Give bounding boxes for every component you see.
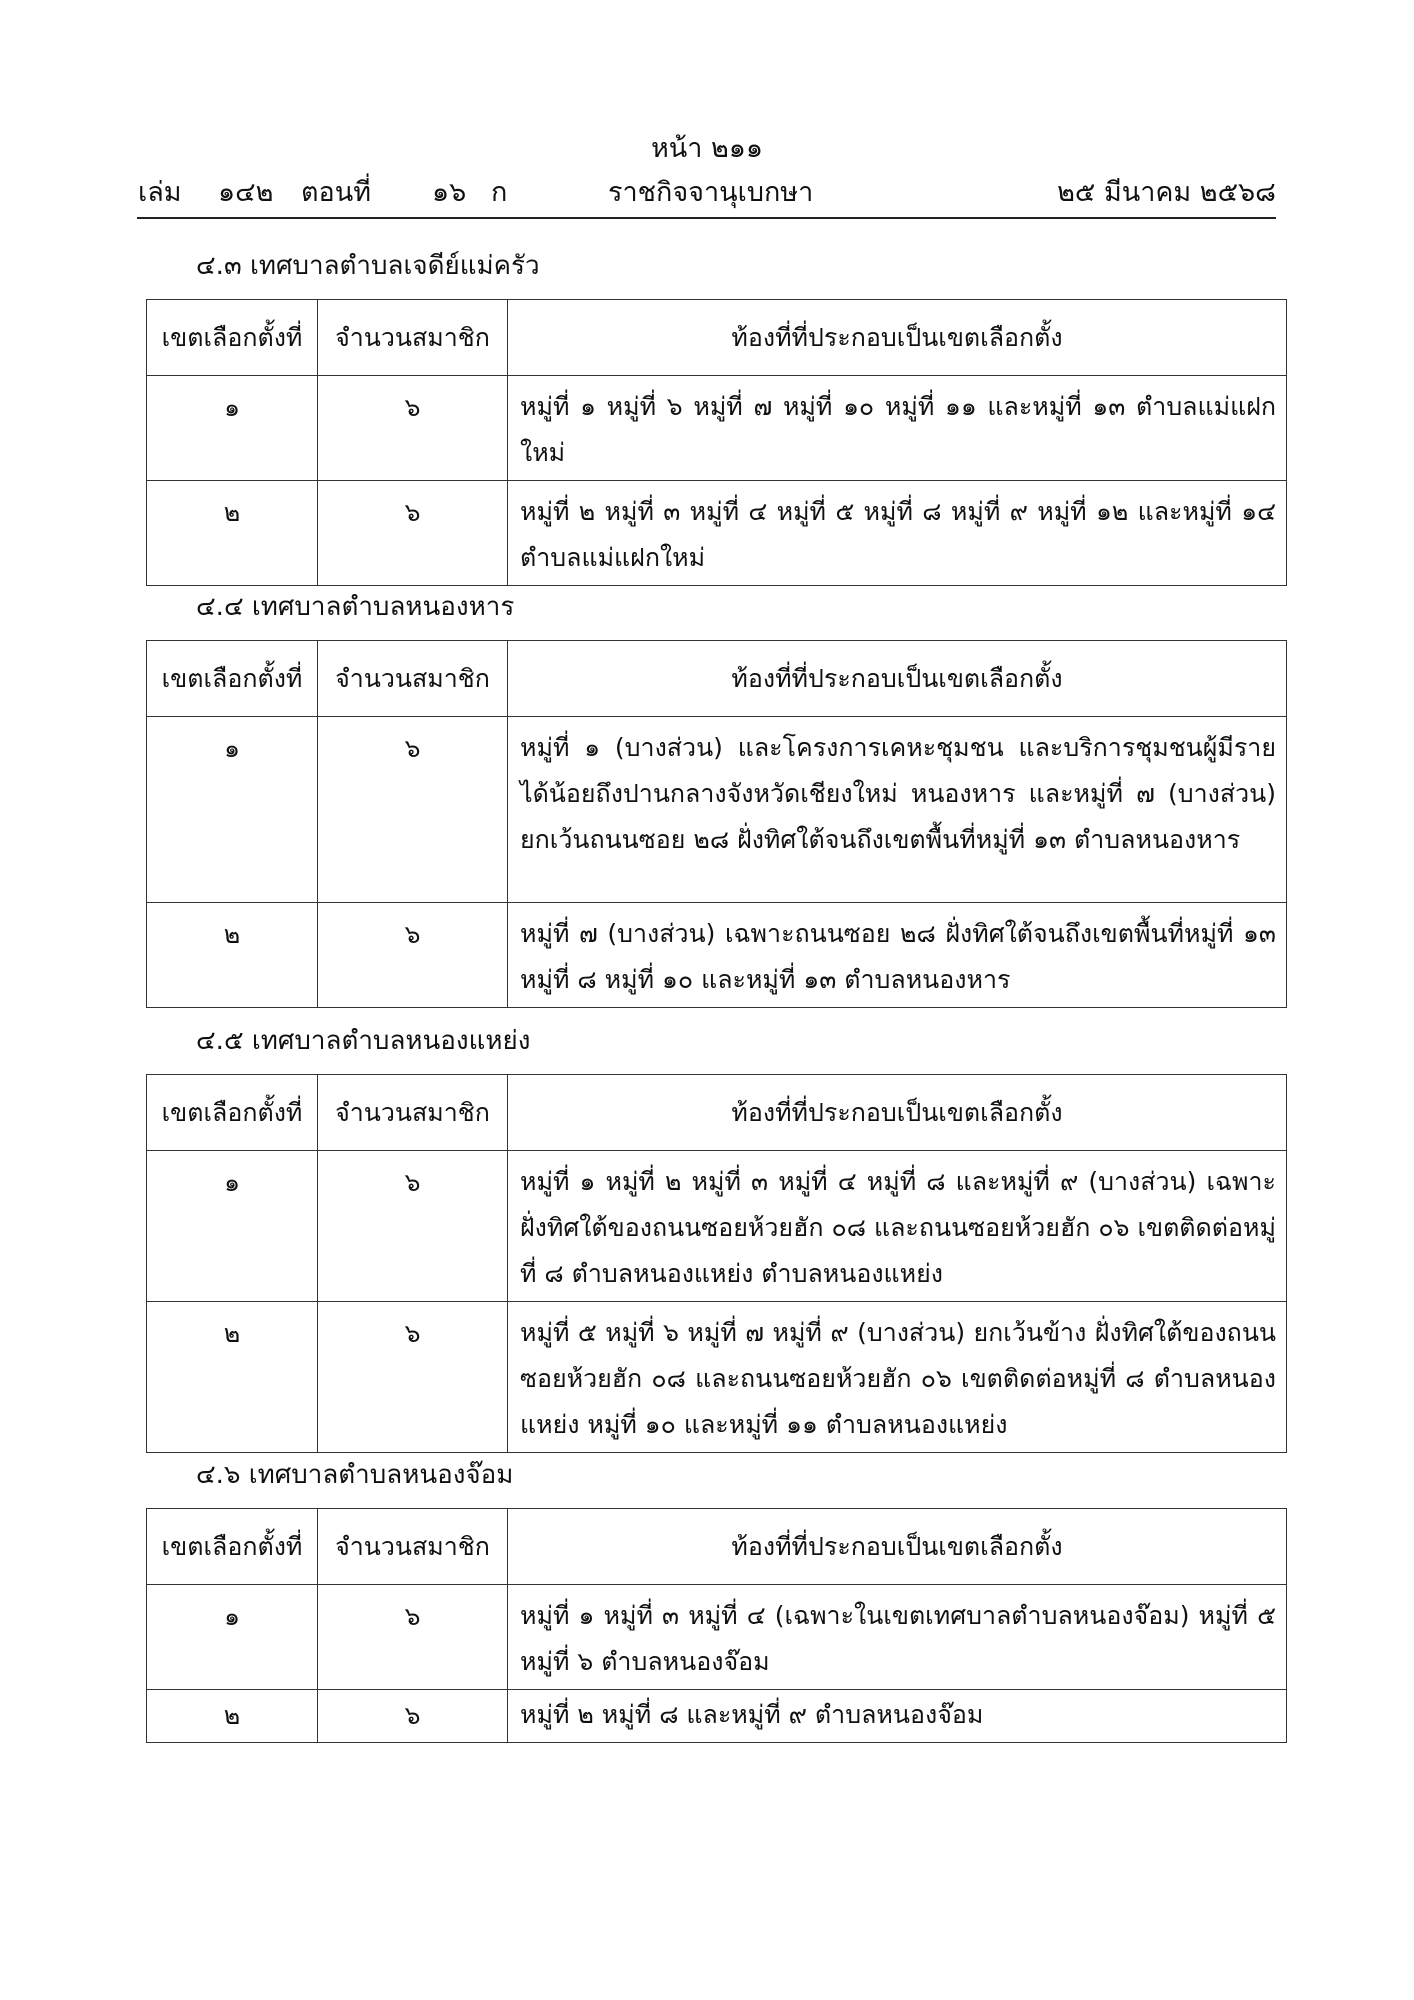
publication-date: ๒๕ มีนาคม ๒๕๖๘ (1057, 177, 1276, 208)
header-members: จำนวนสมาชิก (318, 641, 508, 717)
table-row (147, 1302, 1287, 1453)
area-description: หมู่ที่ ๗ (บางส่วน) เฉพาะถนนซอย ๒๘ ฝั่งทิศใต้จนถึงเขตพื้นที่หมู่ที่ ๑๓ หมู่ที่ ๘ หมู่ที่ ๑๐ และหมู่ที่ ๑๓ ตำบลหนองหาร (508, 903, 1287, 1008)
table-row (147, 481, 1287, 586)
member-count: ๖ (318, 1690, 508, 1743)
area-description: หมู่ที่ ๒ หมู่ที่ ๓ หมู่ที่ ๔ หมู่ที่ ๕ หมู่ที่ ๘ หมู่ที่ ๙ หมู่ที่ ๑๒ และหมู่ที่ ๑๔ ตำบลแม่แฝกใหม่ (508, 481, 1287, 586)
zone-number: ๑ (147, 1151, 318, 1302)
table-row (147, 1585, 1287, 1690)
member-count: ๖ (318, 903, 508, 1008)
section-title: ๔.๖ เทศบาลตำบลหนองจ๊อม (196, 1460, 514, 1490)
zone-table (146, 1508, 1287, 1743)
table-header-row (147, 300, 1287, 376)
part-label: ตอนที่ (301, 177, 372, 208)
header-area: ท้องที่ที่ประกอบเป็นเขตเลือกตั้ง (508, 1509, 1287, 1585)
area-description: หมู่ที่ ๒ หมู่ที่ ๘ และหมู่ที่ ๙ ตำบลหนองจ๊อม (508, 1690, 1287, 1743)
gazette-name: ราชกิจจานุเบกษา (608, 177, 814, 208)
section-letter: ก (491, 177, 508, 208)
header-zone: เขตเลือกตั้งที่ (147, 1075, 318, 1151)
area-description: หมู่ที่ ๑ หมู่ที่ ๓ หมู่ที่ ๔ (เฉพาะในเขตเทศบาลตำบลหนองจ๊อม) หมู่ที่ ๕ หมู่ที่ ๖ ตำบลหนองจ๊อม (508, 1585, 1287, 1690)
member-count: ๖ (318, 717, 508, 903)
member-count: ๖ (318, 1585, 508, 1690)
part-number: ๑๖ (432, 177, 467, 208)
section-title: ๔.๓ เทศบาลตำบลเจดีย์แม่ครัว (196, 251, 540, 281)
zone-number: ๒ (147, 903, 318, 1008)
header-zone: เขตเลือกตั้งที่ (147, 1509, 318, 1585)
gazette-header (138, 174, 1276, 212)
header-zone: เขตเลือกตั้งที่ (147, 641, 318, 717)
zone-number: ๒ (147, 1690, 318, 1743)
zone-table (146, 1074, 1287, 1453)
table-row (147, 1151, 1287, 1302)
area-description: หมู่ที่ ๕ หมู่ที่ ๖ หมู่ที่ ๗ หมู่ที่ ๙ (บางส่วน) ยกเว้นข้าง ฝั่งทิศใต้ของถนนซอยห้วยฮัก ๐๘ และถนนซอยห้วยฮัก ๐๖ เขตติดต่อหมู่ที่ ๘ ตำบลหนองแหย่ง หมู่ที่ ๑๐ และหมู่ที่ ๑๑ ตำบลหนองแหย่ง (508, 1302, 1287, 1453)
member-count: ๖ (318, 1151, 508, 1302)
table-row (147, 1690, 1287, 1743)
zone-number: ๒ (147, 481, 318, 586)
zone-table (146, 299, 1287, 586)
section-title: ๔.๕ เทศบาลตำบลหนองแหย่ง (196, 1026, 531, 1056)
member-count: ๖ (318, 481, 508, 586)
volume-label: เล่ม (138, 177, 182, 208)
header-members: จำนวนสมาชิก (318, 1075, 508, 1151)
zone-table (146, 640, 1287, 1008)
table-header-row (147, 641, 1287, 717)
area-description: หมู่ที่ ๑ หมู่ที่ ๖ หมู่ที่ ๗ หมู่ที่ ๑๐ หมู่ที่ ๑๑ และหมู่ที่ ๑๓ ตำบลแม่แฝกใหม่ (508, 376, 1287, 481)
header-members: จำนวนสมาชิก (318, 1509, 508, 1585)
member-count: ๖ (318, 376, 508, 481)
zone-number: ๑ (147, 717, 318, 903)
table-row (147, 717, 1287, 903)
zone-number: ๒ (147, 1302, 318, 1453)
header-area: ท้องที่ที่ประกอบเป็นเขตเลือกตั้ง (508, 1075, 1287, 1151)
volume-number: ๑๔๒ (218, 177, 274, 208)
header-zone: เขตเลือกตั้งที่ (147, 300, 318, 376)
table-row (147, 376, 1287, 481)
section-title: ๔.๔ เทศบาลตำบลหนองหาร (196, 592, 515, 622)
header-area: ท้องที่ที่ประกอบเป็นเขตเลือกตั้ง (508, 300, 1287, 376)
header-area: ท้องที่ที่ประกอบเป็นเขตเลือกตั้ง (508, 641, 1287, 717)
area-description: หมู่ที่ ๑ หมู่ที่ ๒ หมู่ที่ ๓ หมู่ที่ ๔ หมู่ที่ ๘ และหมู่ที่ ๙ (บางส่วน) เฉพาะ ฝั่งทิศใต้ของถนนซอยห้วยฮัก ๐๘ และถนนซอยห้วยฮัก ๐๖ เขตติดต่อหมู่ที่ ๘ ตำบลหนองแหย่ง ตำบลหนองแหย่ง (508, 1151, 1287, 1302)
header-members: จำนวนสมาชิก (318, 300, 508, 376)
area-description: หมู่ที่ ๑ (บางส่วน) และโครงการเคหะชุมชน และบริการชุมชนผู้มีรายได้น้อยถึงปานกลางจังหวัดเชียงใหม่ หนองหาร และหมู่ที่ ๗ (บางส่วน) ยกเว้นถนนซอย ๒๘ ฝั่งทิศใต้จนถึงเขตพื้นที่หมู่ที่ ๑๓ ตำบลหนองหาร (508, 717, 1287, 903)
table-header-row (147, 1075, 1287, 1151)
header-divider (137, 217, 1276, 219)
table-header-row (147, 1509, 1287, 1585)
page-number: หน้า ๒๑๑ (650, 133, 764, 164)
table-row (147, 903, 1287, 1008)
zone-number: ๑ (147, 376, 318, 481)
member-count: ๖ (318, 1302, 508, 1453)
zone-number: ๑ (147, 1585, 318, 1690)
